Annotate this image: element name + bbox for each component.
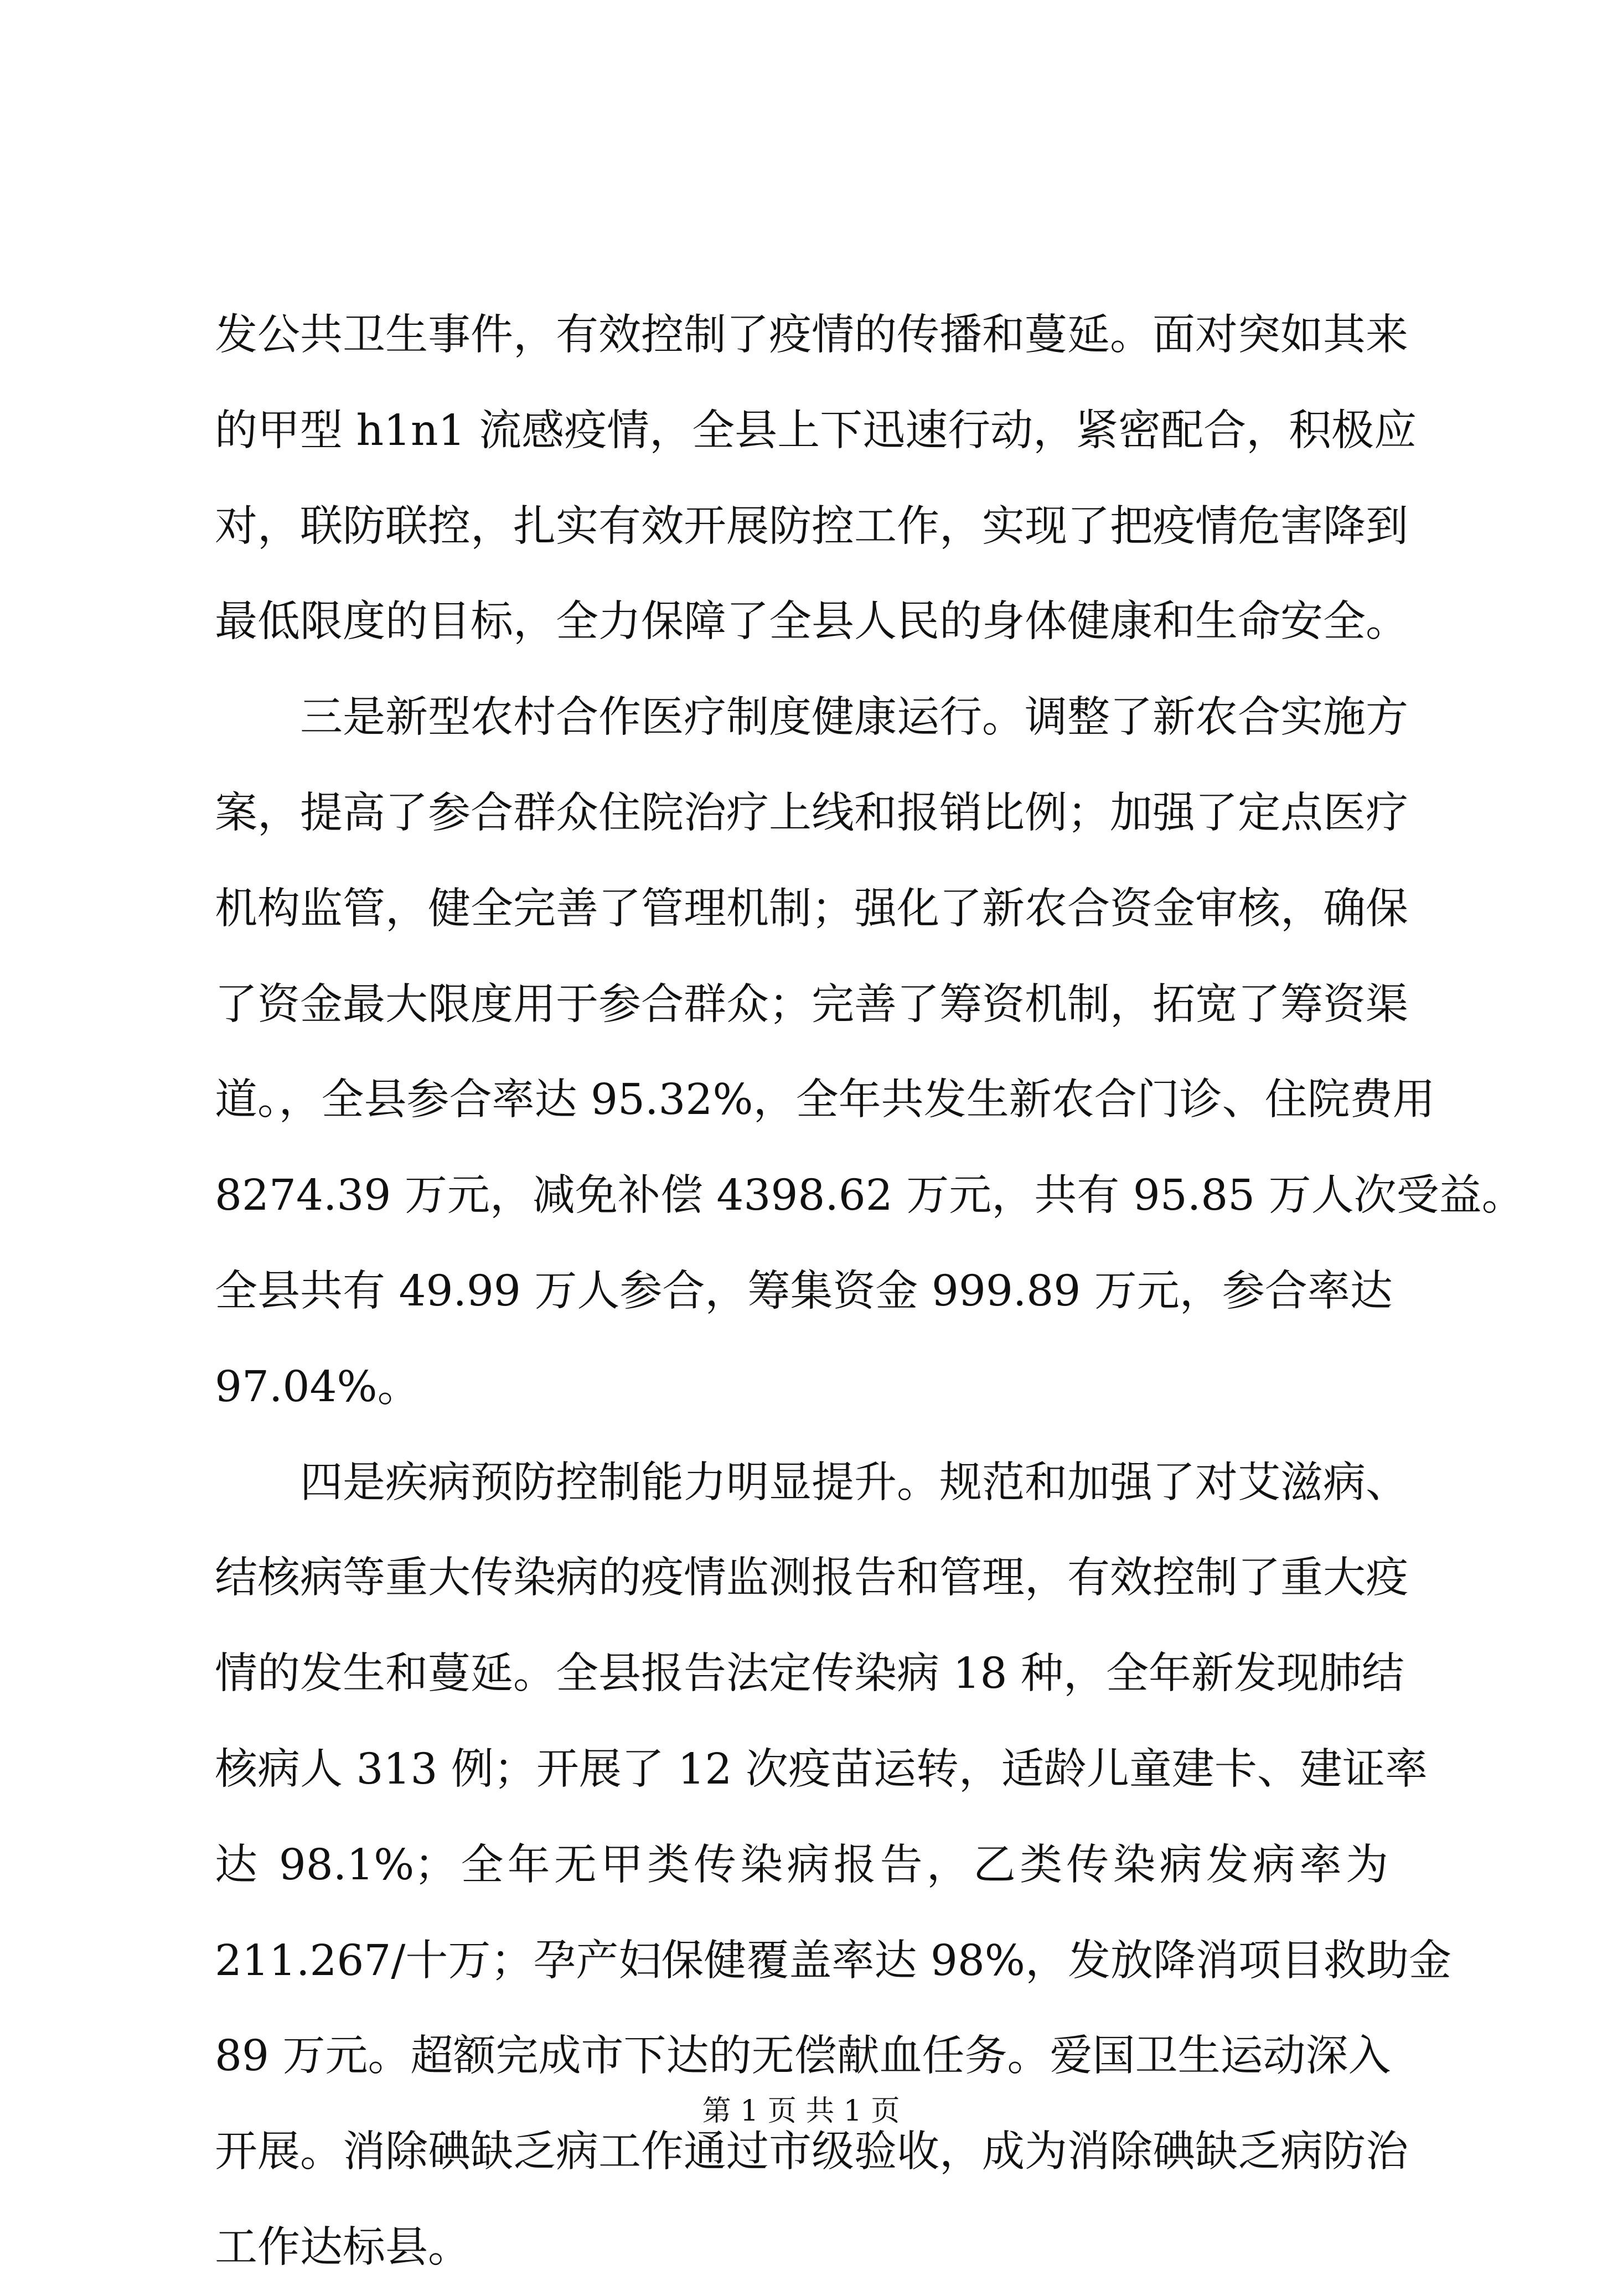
text-line: 达 98.1%；全年无甲类传染病报告，乙类传染病发病率为 [215,1840,1388,1890]
text-line: 全县共有 49.99 万人参合，筹集资金 999.89 万元，参合率达 [215,1266,1393,1316]
text-line: 最低限度的目标，全力保障了全县人民的身体健康和生命安全。 [215,597,1408,647]
page-footer: 第 1 页 共 1 页 [702,2095,900,2128]
text-line: 道。，全县参合率达 95.32%，全年共发生新农合门诊、住院费用 [215,1075,1435,1125]
text-line: 97.04%。 [215,1362,420,1412]
text-line: 开展。消除碘缺乏病工作通过市级验收，成为消除碘缺乏病防治 [215,2127,1408,2177]
text-line: 的甲型 h1n1 流感疫情，全县上下迅速行动，紧密配合，积极应 [215,406,1417,455]
text-line: 对，联防联控，扎实有效开展防控工作，实现了把疫情危害降到 [215,501,1408,551]
text-line: 情的发生和蔓延。全县报告法定传染病 18 种，全年新发现肺结 [215,1649,1404,1699]
document-body [215,288,1525,2296]
text-line: 核病人 313 例；开展了 12 次疫苗运转，适龄儿童建卡、建证率 [215,1744,1428,1794]
text-line: 工作达标县。 [215,2222,471,2272]
text-line: 结核病等重大传染病的疫情监测报告和管理，有效控制了重大疫 [215,1553,1408,1603]
text-line: 案，提高了参合群众住院治疗上线和报销比例；加强了定点医疗 [215,788,1408,838]
text-line: 89 万元。超额完成市下达的无偿献血任务。爱国卫生运动深入 [215,2031,1391,2081]
text-line: 机构监管，健全完善了管理机制；强化了新农合资金审核，确保 [215,884,1408,934]
paragraph-start-line: 四是疾病预防控制能力明显提升。规范和加强了对艾滋病、 [300,1458,1408,1507]
text-line: 8274.39 万元，减免补偿 4398.62 万元，共有 95.85 万人次受益。 [215,1171,1525,1221]
text-line: 211.267/十万；孕产妇保健覆盖率达 98%，发放降消项目救助金 [215,1936,1451,1986]
text-line: 了资金最大限度用于参合群众；完善了筹资机制，拓宽了筹资渠 [215,979,1408,1029]
text-line: 发公共卫生事件，有效控制了疫情的传播和蔓延。面对突如其来 [215,310,1408,360]
paragraph-start-line: 三是新型农村合作医疗制度健康运行。调整了新农合实施方 [300,693,1408,743]
